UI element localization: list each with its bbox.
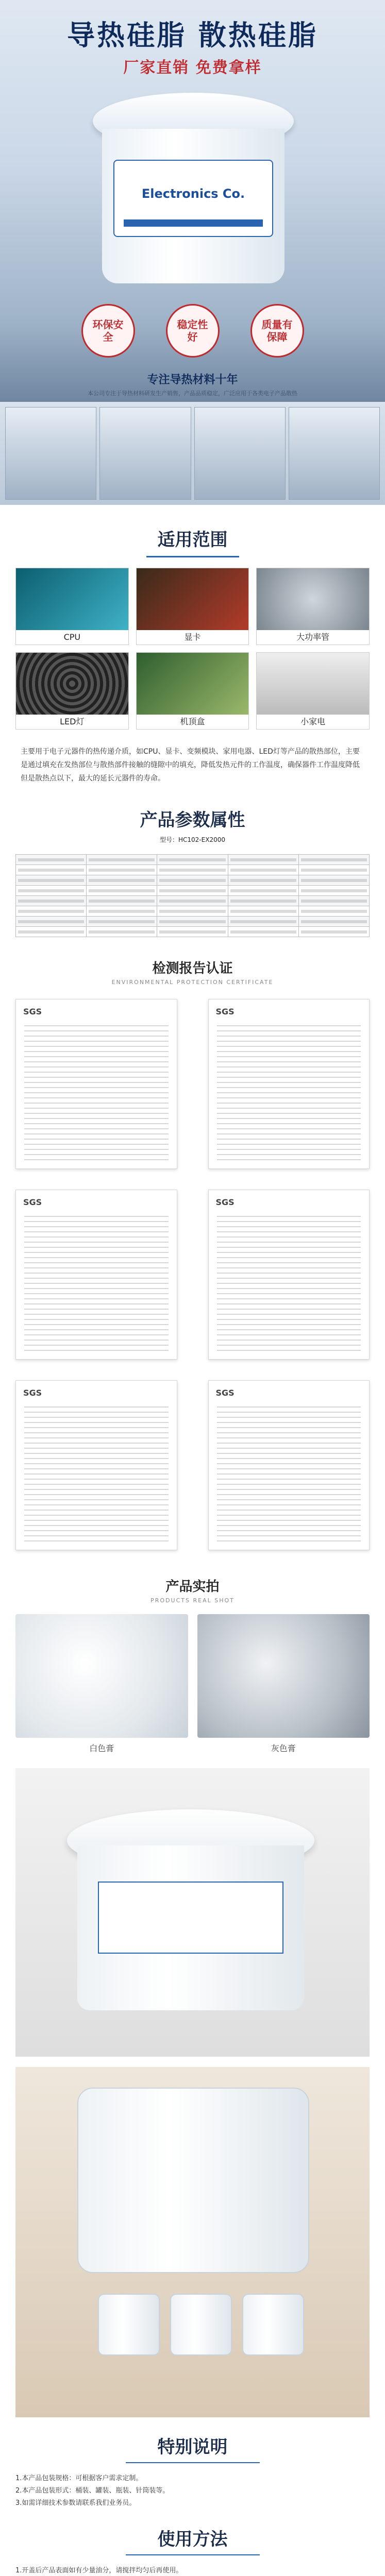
table-row (16, 896, 370, 906)
paste-labels (0, 1738, 385, 1758)
factory-photo (289, 407, 380, 500)
cert-document (15, 1380, 177, 1550)
jar-label (98, 1882, 283, 1954)
cpu-image (16, 568, 128, 630)
app-label: 大功率管 (296, 632, 330, 642)
cert-document (15, 1190, 177, 1360)
jar-photo (15, 1768, 370, 2057)
table-row (16, 917, 370, 927)
gray-paste-photo (197, 1614, 370, 1738)
params-title: 产品参数属性 (140, 810, 245, 831)
app-item-cpu (15, 568, 129, 645)
gray-paste-label: 灰色膏 (271, 1743, 296, 1753)
usage-item: 1.开盖后产品表面如有少量油分，请搅拌均匀后再使用。 (15, 2567, 183, 2574)
table-row (16, 855, 370, 865)
jar-label-text: Electronics Co. (141, 187, 245, 201)
cert-document (208, 1190, 370, 1360)
cert-subtitle: ENVIRONMENTAL PROTECTION CERTIFICATE (111, 979, 274, 986)
led-image (16, 653, 128, 715)
note-item: 3.如需详细技术参数请联系我们业务员。 (15, 2499, 136, 2507)
app-item-power-tube (256, 568, 370, 645)
section-divider (146, 556, 239, 557)
certificates-section (0, 947, 385, 1555)
section-divider (126, 2462, 260, 2463)
gpu-image (137, 568, 249, 630)
product-jar-image (93, 93, 294, 289)
photos-title: 产品实拍 (165, 1579, 220, 1595)
usage-section (15, 2525, 370, 2576)
app-item-settop (136, 652, 249, 730)
hero-title: 导热硅脂 散热硅脂 (67, 19, 318, 52)
white-paste-label: 白色膏 (89, 1743, 114, 1753)
app-item-gpu (136, 568, 249, 645)
notes-section (15, 2433, 370, 2510)
table-row (16, 875, 370, 886)
photos-subtitle: PRODUCTS REAL SHOT (150, 1597, 235, 1604)
cert-document (208, 1380, 370, 1550)
sgs-logo: SGS (23, 1388, 42, 1398)
small-jar-image (98, 2294, 160, 2355)
paste-photos (0, 1604, 385, 1738)
sgs-logo: SGS (23, 1007, 42, 1016)
cert-document (208, 999, 370, 1169)
note-item: 1.本产品包装规格：可根据客户需求定制。 (15, 2475, 143, 2482)
small-jar-image (242, 2294, 304, 2355)
applications-title: 适用范围 (157, 530, 228, 550)
hero-banner (0, 0, 385, 402)
sgs-logo: SGS (23, 1197, 42, 1207)
table-row (16, 886, 370, 896)
app-item-led (15, 652, 129, 730)
app-label: 小家电 (300, 717, 326, 726)
notes-title: 特别说明 (157, 2437, 228, 2458)
small-jar-image (170, 2294, 232, 2355)
factory-photo (99, 407, 191, 500)
jar-label-bar (124, 219, 263, 227)
jar-image (67, 1809, 314, 2015)
app-item-appliance (256, 652, 370, 730)
hero-subtitle: 厂家直销 免费拿样 (123, 59, 262, 77)
cert-title: 检测报告认证 (152, 961, 233, 976)
params-model: 型号：HC102-EX2000 (160, 836, 225, 843)
sgs-logo: SGS (215, 1007, 235, 1016)
cert-grid (15, 999, 370, 1550)
hero-tagline (0, 371, 385, 397)
section-divider (126, 2554, 260, 2555)
cert-document (15, 999, 177, 1169)
applications-description: 主要用于电子元器件的热传递介质，如CPU、显卡、变频模块、家用电器、LED灯等产品的散热部位，主要是通过填充在发热部位与散热部件接触的缝隙中的填充，降低发热元件的工作温度，确保器件工作温度降低但是散热点以下，最大的延长元器件的寿命。 (21, 748, 360, 783)
open-jar-image (77, 2088, 309, 2273)
settop-image (137, 653, 249, 715)
power-tube-image (257, 568, 369, 630)
app-label: 机顶盒 (180, 717, 205, 726)
jar-label (113, 160, 273, 237)
usage-title: 使用方法 (157, 2529, 228, 2550)
badge-stable: 稳定性好 (166, 304, 220, 358)
table-row (16, 906, 370, 917)
table-row (16, 865, 370, 875)
factory-photo (194, 407, 286, 500)
applications-grid (0, 568, 385, 730)
tagline-text: 专注导热材料十年 (147, 374, 238, 386)
factory-photo (5, 407, 96, 500)
sgs-logo: SGS (215, 1197, 235, 1207)
params-table (15, 854, 370, 937)
badge-eco: 环保安全 (81, 304, 135, 358)
app-label: LED灯 (60, 717, 85, 726)
white-paste-photo (15, 1614, 188, 1738)
tagline-small: 本公司专注于导热材料研发生产销售，产品品质稳定，广泛应用于各类电子产品散热 (88, 390, 297, 397)
hero-badges (0, 304, 385, 358)
app-label: 显卡 (184, 632, 201, 642)
badge-quality: 质量有保障 (250, 304, 304, 358)
table-row (16, 927, 370, 937)
app-label: CPU (63, 632, 81, 642)
factory-photos (0, 402, 385, 505)
group-jar-photo (15, 2067, 370, 2417)
note-item: 2.本产品包装形式：桶装、罐装、瓶装、针筒装等。 (15, 2487, 170, 2495)
appliance-image (257, 653, 369, 715)
sgs-logo: SGS (215, 1388, 235, 1398)
